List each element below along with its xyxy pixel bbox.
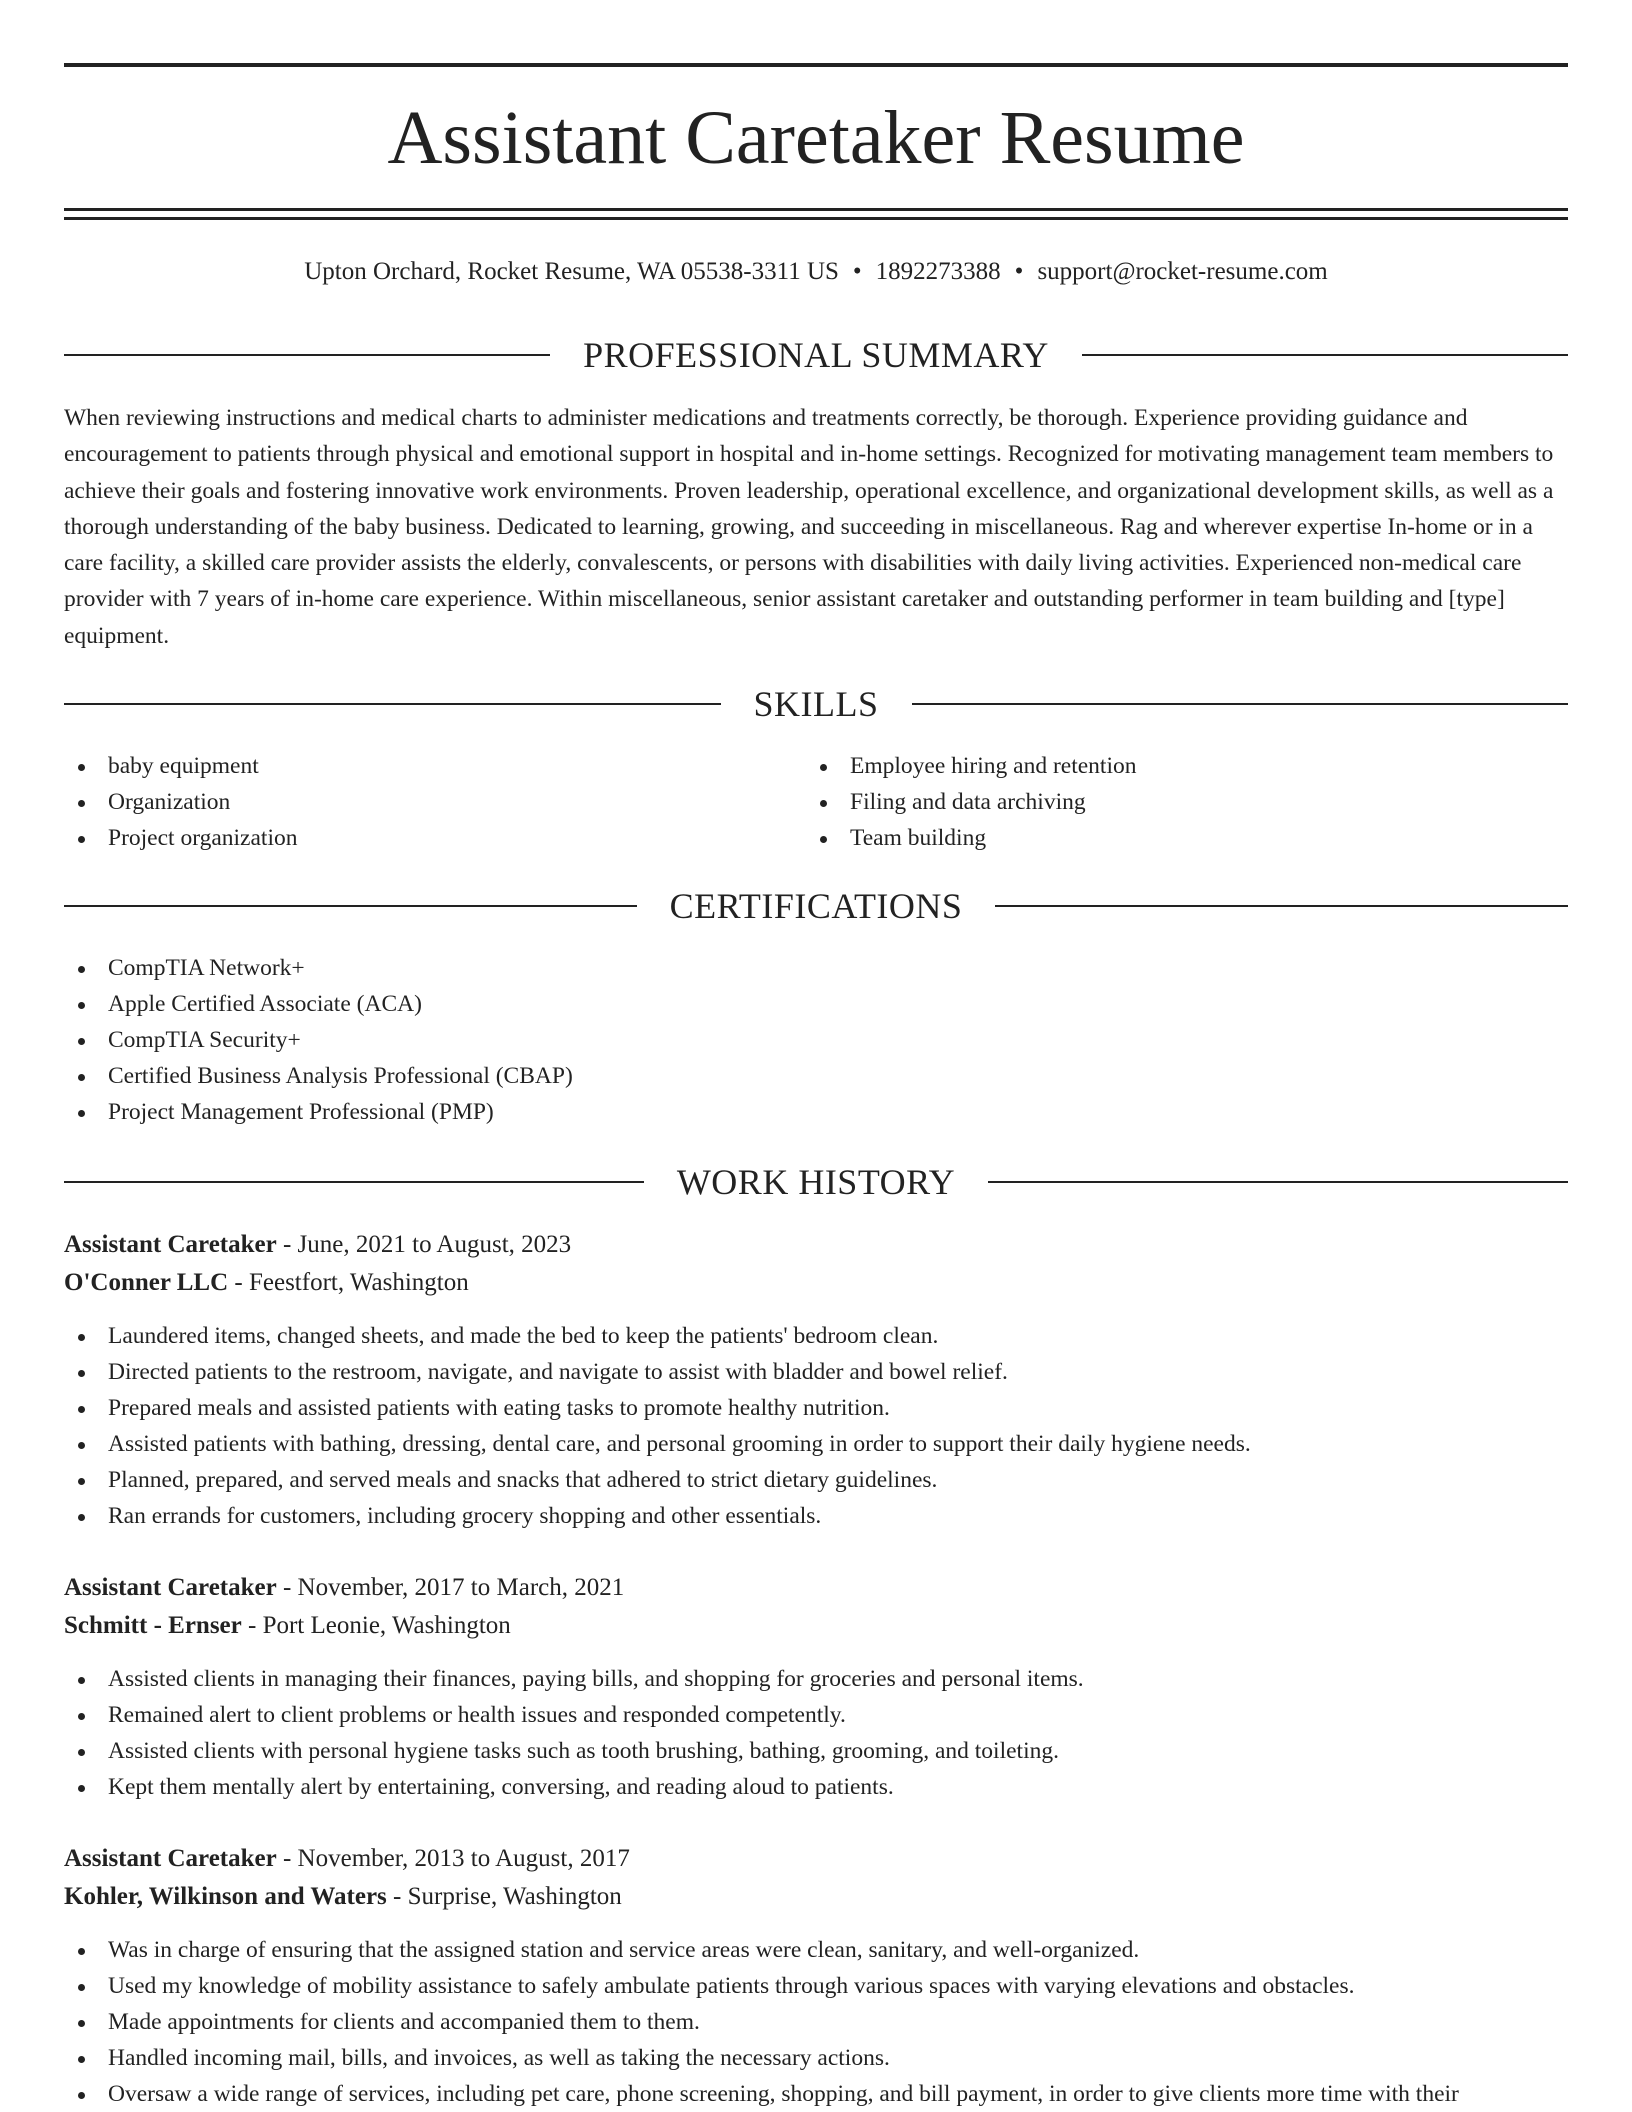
job-duty-text: Assisted clients in managing their finances, paying bills, and shopping for groceries and personal items. [108,1666,1084,1692]
skills-left-column [64,748,764,856]
section-title-certifications: CERTIFICATIONS [669,886,963,926]
skill-text: baby equipment [108,753,259,779]
certification-text: CompTIA Network+ [108,955,305,981]
skill-item [64,748,764,784]
section-header-skills [64,682,1568,726]
skill-item [806,748,1506,784]
bullet-icon [78,1442,85,1449]
certification-item [64,1022,1568,1058]
skill-text: Filing and data archiving [850,789,1086,815]
job-location: - Surprise, Washington [386,1883,622,1910]
job-duty-item [64,1733,1568,1769]
bullet-icon [820,800,827,807]
job-entry [64,1840,1568,2112]
certification-text: Certified Business Analysis Professional (CBAP) [108,1063,573,1089]
section-header-summary [64,333,1568,377]
bullet-icon [78,1677,85,1684]
job-duties-list [64,1932,1568,2112]
section-title-summary: PROFESSIONAL SUMMARY [583,335,1049,375]
job-duty-text: Assisted patients with bathing, dressing, dental care, and personal grooming in order to support their daily hygiene needs. [108,1431,1251,1457]
professional-summary-text: When reviewing instructions and medical charts to administer medications and treatments correctly, be thorough. Experience providing guidance and encouragement to patients through physical and emotional support in hospital and in-home settings. Recognized for motivating management team members to achieve their goals and fostering innovative work environments. Proven leadership, operational excellence, and organizational development skills, as well as a thorough understanding of the baby business. Dedicated to learning, growing, and succeeding in miscellaneous. Rag and wherever expertise In-home or in a care facility, a skilled care provider assists the elderly, convalescents, or persons with disabilities with daily living activities. Experienced non-medical care provider with 7 years of in-home care experience. Within miscellaneous, senior assistant caretaker and outstanding performer in team building and [type] equipment. [64,405,1554,649]
skill-text: Organization [108,789,231,815]
bullet-icon [78,1002,85,1009]
job-dates: - June, 2021 to August, 2023 [276,1231,572,1258]
certification-text: CompTIA Security+ [108,1027,301,1053]
job-duty-text: Directed patients to the restroom, navigate, and navigate to assist with bladder and bowel relief. [108,1359,1008,1385]
job-title: Assistant Caretaker [64,1574,277,1601]
bullet-icon [78,1334,85,1341]
bullet-icon [78,1749,85,1756]
bullet-icon [78,2020,85,2027]
job-duties-list [64,1661,1568,1805]
contact-separator: • [1014,258,1024,285]
section-rule-left [64,354,550,356]
job-duty-item [64,1661,1568,1697]
section-rule-right [995,905,1568,907]
job-company-line [64,1878,1568,1916]
bullet-icon [78,1074,85,1081]
job-duty-text: Was in charge of ensuring that the assigned station and service areas were clean, sanitary, and well-organized. [108,1937,1140,1963]
job-company-line [64,1607,1568,1645]
certification-item [64,1094,1568,1130]
bullet-icon [78,1948,85,1955]
bullet-icon [78,1370,85,1377]
job-duty-item [64,1354,1568,1390]
job-duty-text: Made appointments for clients and accompanied them to them. [108,2009,700,2035]
resume-title: Assistant Caretaker Resume [387,96,1245,180]
bullet-icon [78,1713,85,1720]
bullet-icon [78,800,85,807]
job-company: O'Conner LLC [64,1269,229,1296]
certification-text: Apple Certified Associate (ACA) [108,991,422,1017]
certification-text: Project Management Professional (PMP) [108,1099,494,1125]
bullet-icon [78,764,85,771]
job-title: Assistant Caretaker [64,1231,277,1258]
skill-item [806,820,1506,856]
job-duty-text: Ran errands for customers, including grocery shopping and other essentials. [108,1503,822,1529]
job-duty-item [64,1769,1568,1805]
job-duty-item [64,1426,1568,1462]
job-duty-item [64,1462,1568,1498]
bullet-icon [78,1038,85,1045]
section-header-certifications [64,884,1568,928]
section-rule-right [1082,354,1568,356]
certifications-block [64,950,1568,1130]
job-duty-text: Kept them mentally alert by entertaining, conversing, and reading aloud to patients. [108,1774,894,1800]
job-duties-list [64,1318,1568,1534]
certification-item [64,986,1568,1022]
job-entry [64,1569,1568,1805]
section-rule-left [64,703,721,705]
job-duty-item [64,2004,1568,2040]
header-top-rule [64,63,1568,67]
bullet-icon [78,1785,85,1792]
section-rule-right [912,703,1569,705]
job-company: Kohler, Wilkinson and Waters [64,1883,387,1910]
bullet-icon [78,1478,85,1485]
job-duty-item [64,1697,1568,1733]
job-title-line [64,1840,1568,1878]
job-location: - Feestfort, Washington [228,1269,469,1296]
contact-address: Upton Orchard, Rocket Resume, WA 05538-3311 US [304,258,839,285]
job-location: - Port Leonie, Washington [241,1612,511,1639]
section-header-work-history [64,1160,1568,1204]
job-duty-text: Oversaw a wide range of services, including pet care, phone screening, shopping, and bill payment, in order to give clients more time with their [108,2081,1459,2107]
section-title-skills: SKILLS [753,684,879,724]
job-duty-item [64,1932,1568,1968]
job-duty-item [64,2076,1568,2112]
job-dates: - November, 2013 to August, 2017 [276,1845,630,1872]
bullet-icon [820,764,827,771]
contact-line [64,254,1568,290]
job-title-line [64,1226,1568,1264]
job-company-line [64,1264,1568,1302]
skills-list-right [806,748,1506,856]
job-company: Schmitt - Ernser [64,1612,242,1639]
job-duty-text: Assisted clients with personal hygiene tasks such as tooth brushing, bathing, grooming, and toileting. [108,1738,1059,1764]
skill-text: Project organization [108,825,298,851]
job-duty-text: Handled incoming mail, bills, and invoices, as well as taking the necessary actions. [108,2045,890,2071]
skill-item [806,784,1506,820]
section-rule-left [64,905,637,907]
contact-separator: • [852,258,862,285]
section-title-work-history: WORK HISTORY [676,1162,956,1202]
section-rule-right [988,1181,1568,1183]
skills-list-left [64,748,764,856]
job-duty-text: Laundered items, changed sheets, and made the bed to keep the patients' bedroom clean. [108,1323,939,1349]
job-duty-item [64,1390,1568,1426]
job-duty-text: Used my knowledge of mobility assistance to safely ambulate patients through various spaces with varying elevations and obstacles. [108,1973,1355,1999]
skills-right-column [806,748,1506,856]
skill-text: Team building [850,825,987,851]
job-duty-text: Remained alert to client problems or health issues and responded competently. [108,1702,846,1728]
header-double-rule [64,208,1568,220]
bullet-icon [78,1514,85,1521]
skill-item [64,784,764,820]
contact-phone: 1892273388 [875,258,1001,285]
job-dates: - November, 2017 to March, 2021 [276,1574,625,1601]
bullet-icon [78,966,85,973]
bullet-icon [78,836,85,843]
section-rule-left [64,1181,644,1183]
skill-text: Employee hiring and retention [850,753,1137,779]
bullet-icon [78,1984,85,1991]
job-entry [64,1226,1568,1534]
job-duty-item [64,1318,1568,1354]
job-duty-item [64,1498,1568,1534]
skill-item [64,820,764,856]
bullet-icon [78,2056,85,2063]
job-duty-item [64,2040,1568,2076]
job-title: Assistant Caretaker [64,1845,277,1872]
bullet-icon [78,2092,85,2099]
certifications-list [64,950,1568,1130]
certification-item [64,1058,1568,1094]
job-duty-text: Prepared meals and assisted patients with eating tasks to promote healthy nutrition. [108,1395,890,1421]
bullet-icon [820,836,827,843]
bullet-icon [78,1110,85,1117]
job-title-line [64,1569,1568,1607]
job-duty-item [64,1968,1568,2004]
contact-email: support@rocket-resume.com [1037,258,1328,285]
bullet-icon [78,1406,85,1413]
job-duty-text: Planned, prepared, and served meals and snacks that adhered to strict dietary guidelines. [108,1467,938,1493]
certification-item [64,950,1568,986]
